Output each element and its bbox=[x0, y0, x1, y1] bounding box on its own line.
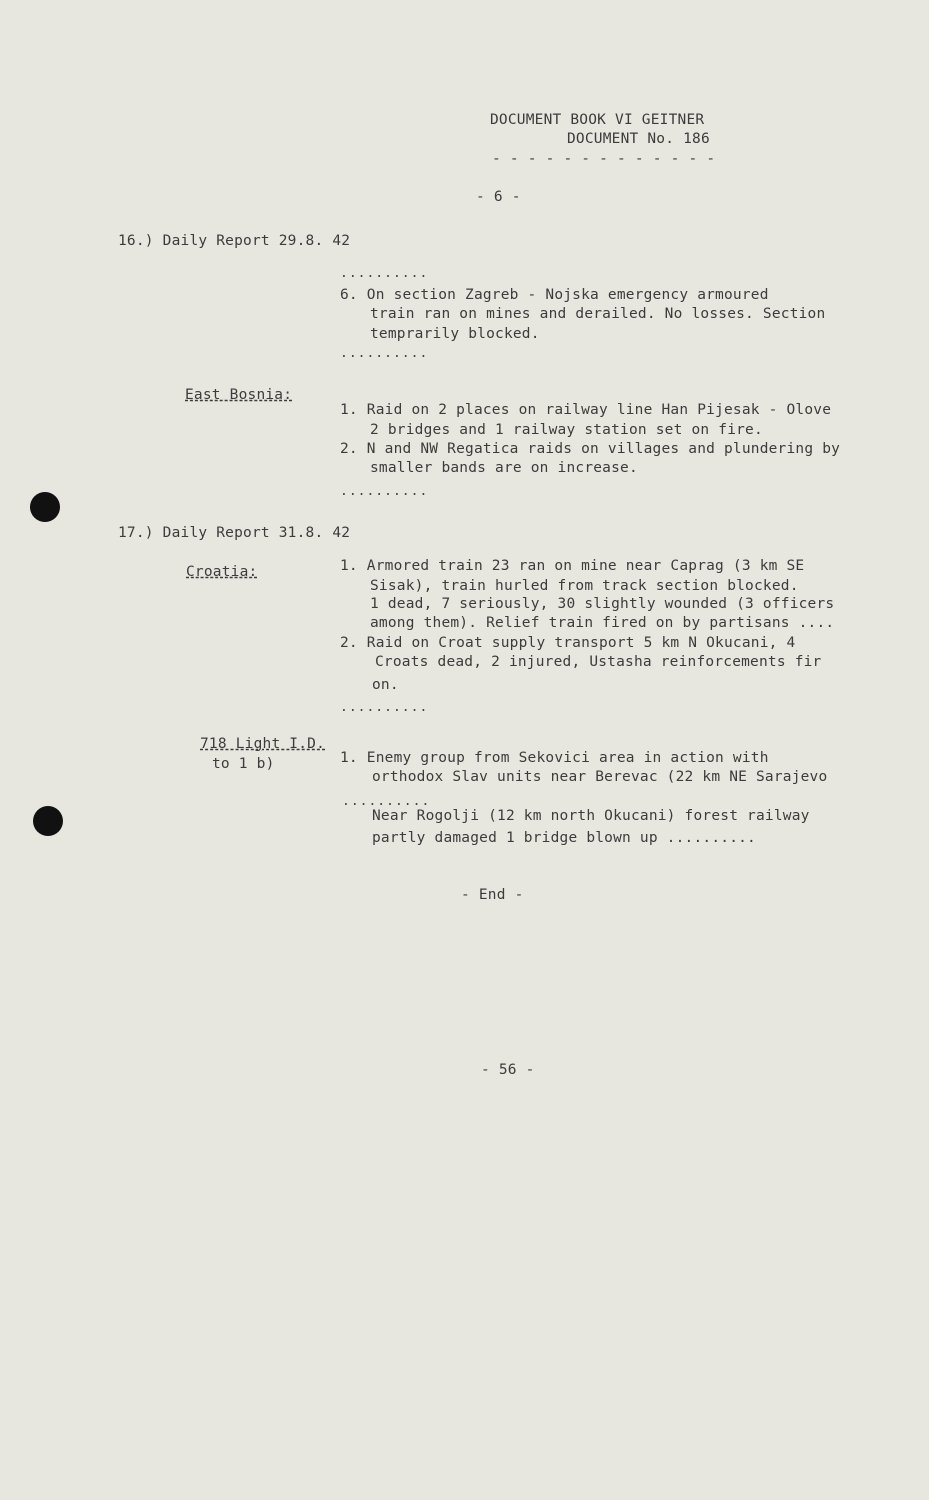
east-bosnia-label: East Bosnia: bbox=[185, 387, 293, 403]
section-16-line: temprarily blocked. bbox=[370, 326, 540, 342]
light-division-line: 1. Enemy group from Sekovici area in action with bbox=[340, 750, 769, 766]
punch-hole bbox=[30, 492, 60, 522]
header-line-2: DOCUMENT No. 186 bbox=[567, 131, 710, 147]
ellipsis-dots: .......... bbox=[340, 700, 429, 715]
section-17-title: 17.) Daily Report 31.8. 42 bbox=[118, 525, 351, 541]
ellipsis-dots: .......... bbox=[340, 266, 429, 281]
punch-hole bbox=[33, 806, 63, 836]
end-marker: - End - bbox=[461, 887, 524, 903]
page-number-bottom: - 56 - bbox=[481, 1062, 535, 1078]
light-division-line: Near Rogolji (12 km north Okucani) forest railway bbox=[372, 808, 810, 824]
light-division-ref: to 1 b) bbox=[212, 756, 275, 772]
croatia-line: on. bbox=[372, 677, 399, 693]
ellipsis-dots: .......... bbox=[340, 346, 429, 361]
header-rule: - - - - - - - - - - - - - bbox=[492, 151, 716, 167]
croatia-label: Croatia: bbox=[186, 564, 258, 580]
east-bosnia-line: smaller bands are on increase. bbox=[370, 460, 638, 476]
light-division-line: orthodox Slav units near Berevac (22 km NE Sarajevo bbox=[372, 769, 828, 785]
east-bosnia-line: 2. N and NW Regatica raids on villages and plundering by bbox=[340, 441, 841, 457]
ellipsis-dots: .......... bbox=[340, 484, 429, 499]
header-line-1: DOCUMENT BOOK VI GEITNER bbox=[490, 112, 705, 128]
light-division-line: partly damaged 1 bridge blown up .......... bbox=[372, 830, 756, 846]
croatia-line: 1. Armored train 23 ran on mine near Caprag (3 km SE bbox=[340, 558, 805, 574]
croatia-line: 1 dead, 7 seriously, 30 slightly wounded (3 officers bbox=[370, 596, 835, 612]
page-number-top: - 6 - bbox=[476, 189, 521, 205]
croatia-line: 2. Raid on Croat supply transport 5 km N Okucani, 4 bbox=[340, 635, 796, 651]
section-16-line: 6. On section Zagreb - Nojska emergency armoured bbox=[340, 287, 769, 303]
light-division-label: 718 Light I.D. bbox=[200, 736, 326, 752]
section-16-title: 16.) Daily Report 29.8. 42 bbox=[118, 233, 351, 249]
east-bosnia-line: 2 bridges and 1 railway station set on fire. bbox=[370, 422, 763, 438]
east-bosnia-line: 1. Raid on 2 places on railway line Han Pijesak - Olove bbox=[340, 402, 832, 418]
croatia-line: among them). Relief train fired on by partisans .... bbox=[370, 615, 835, 631]
croatia-line: Sisak), train hurled from track section blocked. bbox=[370, 578, 799, 594]
ellipsis-dots: .......... bbox=[342, 794, 431, 809]
croatia-line: Croats dead, 2 injured, Ustasha reinforcements fir bbox=[375, 654, 822, 670]
section-16-line: train ran on mines and derailed. No losses. Section bbox=[370, 306, 826, 322]
